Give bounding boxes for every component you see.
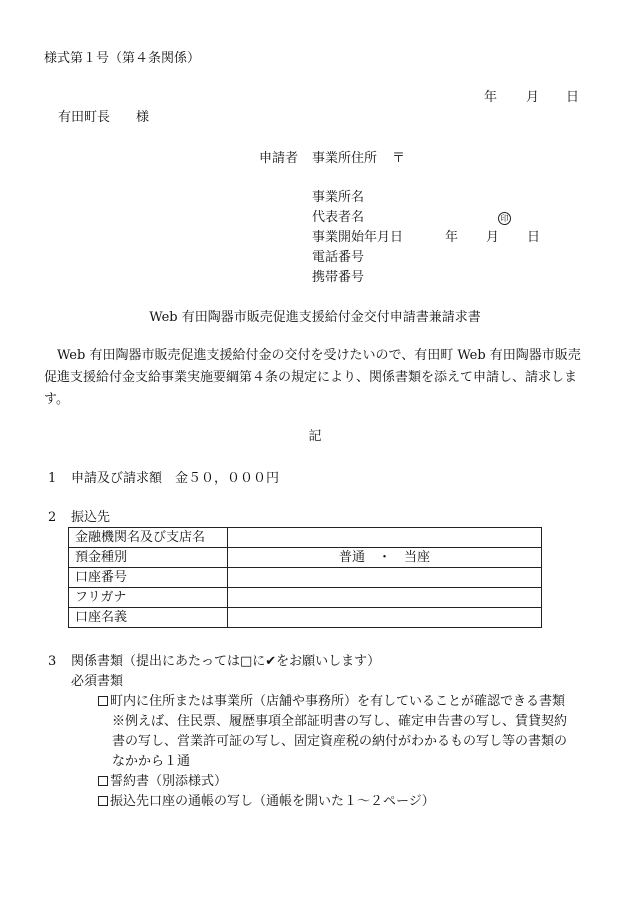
doc-note-line: 書の写し、営業許可証の写し、固定資産税の納付がわかるもの写し等の書類の [112,734,568,749]
bank-name-label: 金融機関名及び支店名 [69,528,228,548]
account-holder-value[interactable] [228,608,542,628]
address-label: 事業所住所 [312,151,378,166]
doc-item-label: 誓約書（別添様式） [110,774,228,789]
furigana-value[interactable] [228,588,542,608]
applicant-label: 申請者 [259,151,299,166]
account-type-label: 預金種別 [69,548,228,568]
doc-note-line: ※例えば、住民票、履歴事項全部証明書の写し、確定申告書の写し、賃貸契約 [112,714,568,729]
start-date-label: 事業開始年月日 [312,230,404,245]
mobile-label: 携帯番号 [312,270,365,285]
item1-text: 申請及び請求額 金５０，０００円 [71,471,280,486]
doc-checkbox[interactable] [98,776,108,786]
doc-item-label: 振込先口座の通帳の写し（通帳を開いた１～２ページ） [110,794,435,809]
item3-label: 関係書類（提出にあたっては□に✔をお願いします） [71,654,381,669]
doc-item-label: 町内に住所または事業所（店舗や事務所）を有していることが確認できる書類 [110,694,566,709]
date-year: 年 [484,90,498,105]
date-day: 日 [566,90,580,105]
postal-mark: 〒 [392,151,406,166]
doc-checkbox[interactable] [98,796,108,806]
item2-label: 振込先 [71,510,111,525]
bank-name-value[interactable] [228,528,542,548]
item3-number: 3 [48,654,57,669]
table-row [69,548,542,568]
doc-checkbox[interactable] [98,696,108,706]
seal-mark: 印 [498,212,511,225]
start-day: 日 [527,230,541,245]
account-number-value[interactable] [228,568,542,588]
account-type-value[interactable]: 普通 ・ 当座 [228,548,542,568]
table-row [69,588,542,608]
table-row [69,568,542,588]
ki-heading: 記 [308,429,322,444]
table-row [69,608,542,628]
addressee: 有田町長 様 [58,110,150,125]
bank-table [68,527,542,628]
doc-note-line: なかから１通 [112,754,191,769]
furigana-label: フリガナ [69,588,228,608]
doc-item [98,794,435,810]
body-text: Web 有田陶器市販売促進支援給付金の交付を受けたいので、有田町 Web 有田陶器市販売促進支援給付金支給事業実施要綱第４条の規定により、関係書類を添えて申請し、請求します。 [44,348,581,407]
account-number-label: 口座番号 [69,568,228,588]
form-number: 様式第１号（第４条関係） [44,51,201,66]
required-docs-label: 必須書類 [71,674,124,689]
seal-icon [498,210,511,226]
start-month: 月 [486,230,500,245]
account-holder-label: 口座名義 [69,608,228,628]
start-year: 年 [445,230,459,245]
business-name-label: 事業所名 [312,190,365,205]
doc-item [98,694,565,710]
table-row [69,528,542,548]
date-month: 月 [526,90,540,105]
representative-label: 代表者名 [312,210,365,225]
doc-item [98,774,227,790]
phone-label: 電話番号 [312,250,365,265]
item1-number: 1 [48,471,57,486]
item2-number: 2 [48,510,57,525]
document-title: Web 有田陶器市販売促進支援給付金交付申請書兼請求書 [149,310,481,325]
